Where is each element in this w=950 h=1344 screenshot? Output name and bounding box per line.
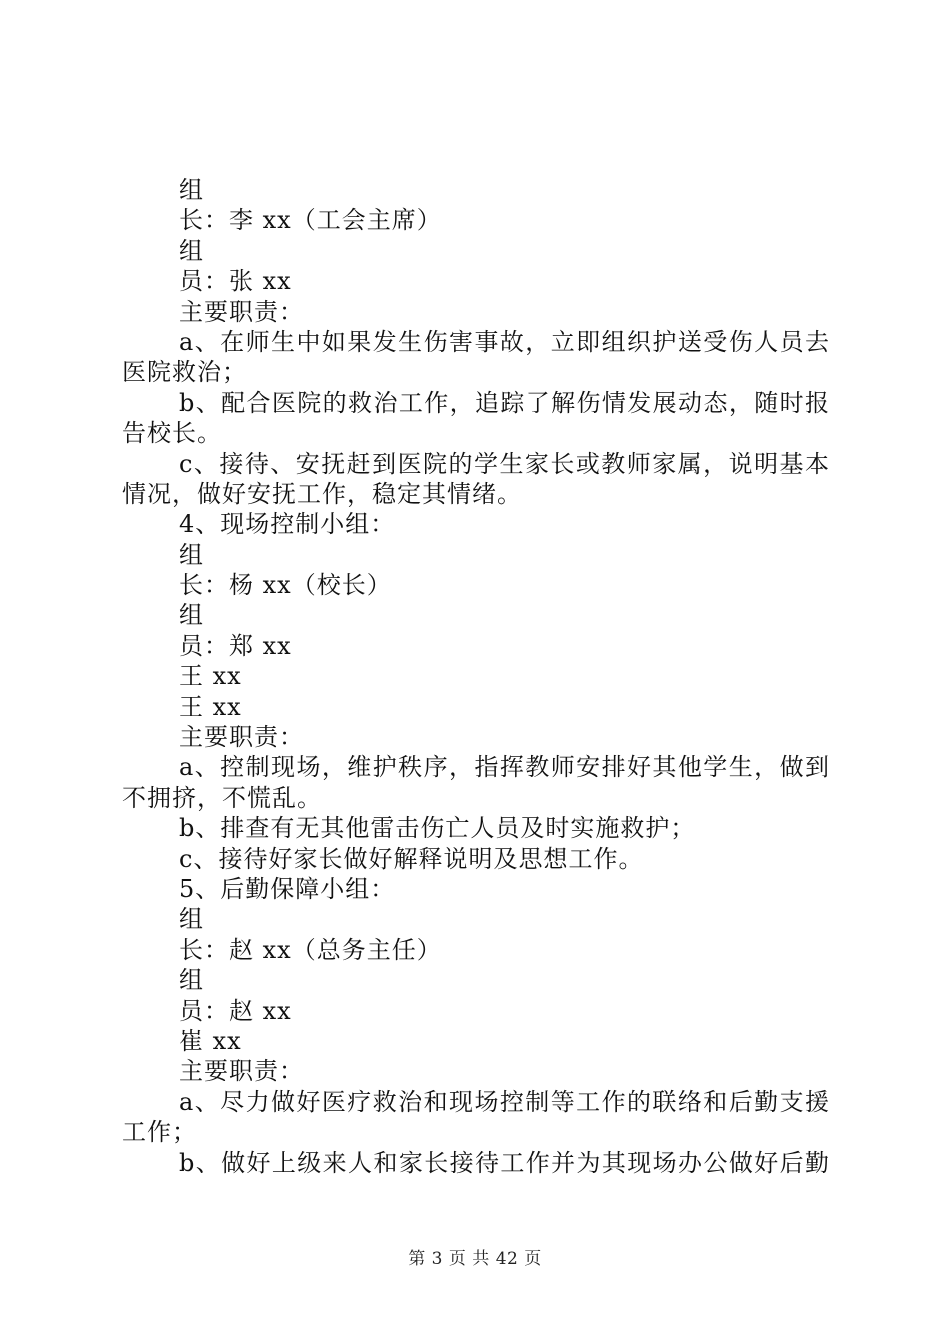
text-line: 长：杨 xx（校长） (179, 571, 392, 600)
text-line: 不拥挤，不慌乱。 (122, 783, 322, 812)
text-line: a、控制现场，维护秩序，指挥教师安排好其他学生，做到 (179, 753, 830, 782)
text-line: 王 xx (179, 662, 242, 691)
section-heading: 5、后勤保障小组： (179, 874, 396, 903)
text-line: 员：张 xx (179, 267, 292, 296)
text-line: 王 xx (179, 692, 242, 721)
text-line: c、接待、安抚赶到医院的学生家长或教师家属，说明基本 (179, 449, 830, 478)
text-line: 组 (179, 540, 204, 569)
text-line: 组 (179, 966, 204, 995)
text-line: 主要职责： (179, 723, 304, 752)
text-line: c、接待好家长做好解释说明及思想工作。 (179, 844, 644, 873)
text-line: 主要职责： (179, 1057, 304, 1086)
text-line: b、排查有无其他雷击伤亡人员及时实施救护； (179, 814, 696, 843)
page-footer: 第 3 页 共 42 页 (408, 1249, 542, 1269)
text-line: 工作； (122, 1118, 197, 1147)
text-line: 组 (179, 905, 204, 934)
text-line: 告校长。 (122, 419, 222, 448)
text-line: 员：郑 xx (179, 631, 292, 660)
text-line: 主要职责： (179, 297, 304, 326)
text-line: 组 (179, 601, 204, 630)
text-line: 情况，做好安抚工作，稳定其情绪。 (122, 479, 522, 508)
section-heading: 4、现场控制小组： (179, 510, 396, 539)
text-line: a、尽力做好医疗救治和现场控制等工作的联络和后勤支援 (179, 1087, 830, 1116)
text-line: 组 (179, 176, 204, 204)
text-line: b、做好上级来人和家长接待工作并为其现场办公做好后勤 (179, 1148, 830, 1177)
text-line: 医院救治； (122, 358, 247, 387)
text-line: 员：赵 xx (179, 996, 292, 1025)
text-line: a、在师生中如果发生伤害事故，立即组织护送受伤人员去 (179, 327, 830, 356)
text-line: b、配合医院的救治工作，追踪了解伤情发展动态，随时报 (179, 388, 830, 417)
text-line: 崔 xx (179, 1026, 242, 1055)
text-line: 长：李 xx（工会主席） (179, 206, 442, 235)
document-body (122, 175, 830, 1178)
text-line: 长：赵 xx（总务主任） (179, 935, 442, 964)
text-line: 组 (179, 236, 204, 265)
